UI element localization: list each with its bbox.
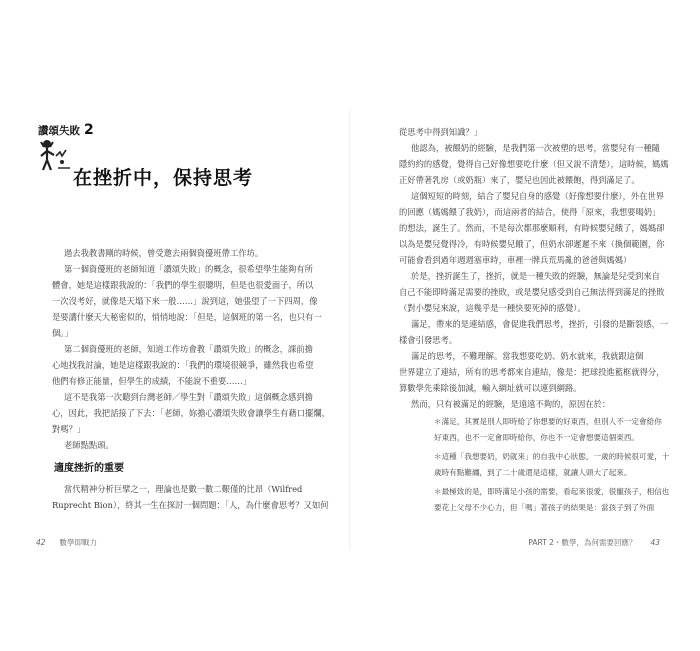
chapter-tag-text: 讚頌失敗 <box>38 125 80 137</box>
chapter-tag-label <box>38 122 94 138</box>
paragraph-line: 然而，只有被滿足的經驗，是遠遠不夠的，原因在於： <box>411 399 611 409</box>
paragraph-line: 個。」 <box>52 328 73 338</box>
paragraph-line: 的回應（媽媽餵了我奶），而這兩者的結合，使得「原來，我想要喝奶」 <box>399 207 661 217</box>
paragraph-line: 樣會引發思考。 <box>399 335 458 345</box>
cheering-figure-icon <box>38 138 74 172</box>
paragraph-line: 於是，挫折誕生了，挫折，就是一種失敗的經驗，無論是兒受到來自 <box>411 271 660 281</box>
paragraph-line: （對小嬰兒來說，這幾乎是一種快要死掉的感覺）。 <box>399 303 586 313</box>
paragraph-line: 是要講什麼天大秘密似的，悄悄地說：「但是，這個班的第一名，也只有一 <box>52 312 322 322</box>
paragraph-line: 世界建立了連結，所有的思考都來自連結，像是：把球投進籃框就得分， <box>399 367 665 377</box>
paragraph-line: Ruprecht Bion），終其一生在探討一個問題：「人，為什麼會思考？又如何 <box>52 500 329 510</box>
paragraph-line: 可能會看到過年週週塞車時，車裡一牌兵荒馬亂的爸爸與媽媽） <box>399 255 632 265</box>
paragraph-line: 正好帶著乳房（或奶瓶）來了，嬰兒也因此被餵飽，得到滿足了。 <box>399 175 640 185</box>
paragraph-line: 自己不能即時滿足需要的挫敗，或是嬰兒感受到自己無法得到滿足的挫敗 <box>399 287 665 297</box>
bullet-line: ＊最極致的是，即時滿足小孩的需要，看起來很愛，很寵孩子，相信也 <box>434 487 670 496</box>
paragraph-line: 以為是嬰兒覺得冷，有時候嬰兒餓了，但奶水卻遲遲不來（換個範圍，你 <box>399 239 665 249</box>
paragraph-line: 心，因此，我把話接了下去：「老師，妳擔心讚頌失敗會讓學生有藉口擺爛， <box>52 408 330 418</box>
section-subheading: 適度挫折的重要 <box>54 463 124 474</box>
bullet-line: 好東西，也不一定會即時給你，你也不一定會想要這個東西。 <box>434 433 640 442</box>
right-running-title: PART 2・數學，為何需要回應？ <box>528 538 637 547</box>
chapter-tag-number: 2 <box>84 122 94 138</box>
paragraph-line: 一次沒考好，就像是天塌下來一般……」說到這，她張望了一下四周，像 <box>52 296 318 306</box>
paragraph-line: 他認為，被餵奶的經驗，是我們第一次被塑的思考，當嬰兒有一種隨 <box>411 143 660 153</box>
paragraph-line: 這個短短的時刻，結合了嬰兒自身的感覺（好像想要什麼），外在世界 <box>411 191 665 201</box>
paragraph-line: 當代精神分析巨擘之一，理論也是數一數二艱僅的比昂（Wilfred <box>64 484 303 494</box>
paragraph-line: 過去我教書剛的時候，曾受邀去兩個資優班帶工作坊。 <box>64 248 264 258</box>
bullet-line: ＊這種「我想要奶，奶就來」的自我中心狀態，一歲的時候很可愛，十 <box>434 452 670 461</box>
page-title: 在挫折中，保持思考 <box>73 167 254 189</box>
paragraph-line: 從思考中得到知識？」 <box>399 127 482 137</box>
paragraph-line: 老師點點頭。 <box>64 440 114 450</box>
paragraph-line: 滿足的思考，不難理解。當我想要吃奶、奶水就來，我就跟這個 <box>411 351 644 361</box>
paragraph-line: 對嗎？」 <box>52 424 86 434</box>
paragraph-line: 心地找我討論，她是這樣跟我說的：「我們的環境很競爭，雖然我也希望 <box>52 360 314 370</box>
bullet-line: 要花上父母不少心力，但「嗎」著孩子的結果是：當孩子到了外面 <box>434 503 655 512</box>
paragraph-line: 這不是我第一次聽到台灣老師／學生對「讚頌失敗」這個概念感到擔 <box>64 392 313 402</box>
left-page-number: 42 <box>36 538 46 547</box>
bullet-line: ＊滿足，其實是別人即時給了你想要的好東西，但別人不一定會給你 <box>434 417 662 426</box>
paragraph-line: 第二個資優班的老師，知道工作坊會教「讚頌失敗」的概念，課前擔 <box>64 344 313 354</box>
paragraph-line: 隱約約的感覺，覺得自己好像想要吃什麼（但又說不清楚），這時候，媽媽 <box>399 159 669 169</box>
left-footer <box>36 537 97 548</box>
paragraph-line: 體會，她是這樣跟我說的：「我們的學生很聰明，但是也很愛面子，所以 <box>52 280 314 290</box>
paragraph-line: 他們有修正能量，但學生的成績，不能說不重要……」 <box>52 376 252 386</box>
paragraph-line: 第一個資優班的老師知道「讚頌失敗」的概念，很希望學生能夠有所 <box>64 264 313 274</box>
left-running-title: 數學即戰力 <box>59 538 98 547</box>
bullet-line: 歲時有點難纏，到了二十歲還是這樣，就讓人頭大了起來。 <box>434 468 632 477</box>
paragraph-line: 算數學先乘除後加減，輸入網址就可以連到網路。 <box>399 383 582 393</box>
paragraph-line: 滿足，帶來的是連結感，會促進我們思考，挫折，引發的是斷裂感，一 <box>411 319 669 329</box>
paragraph-line: 的想法，誕生了。然而，不是每次都那麼順利，有時候嬰兒餓了，媽媽卻 <box>399 223 665 233</box>
right-page-number: 43 <box>650 538 660 547</box>
right-footer <box>528 537 660 548</box>
